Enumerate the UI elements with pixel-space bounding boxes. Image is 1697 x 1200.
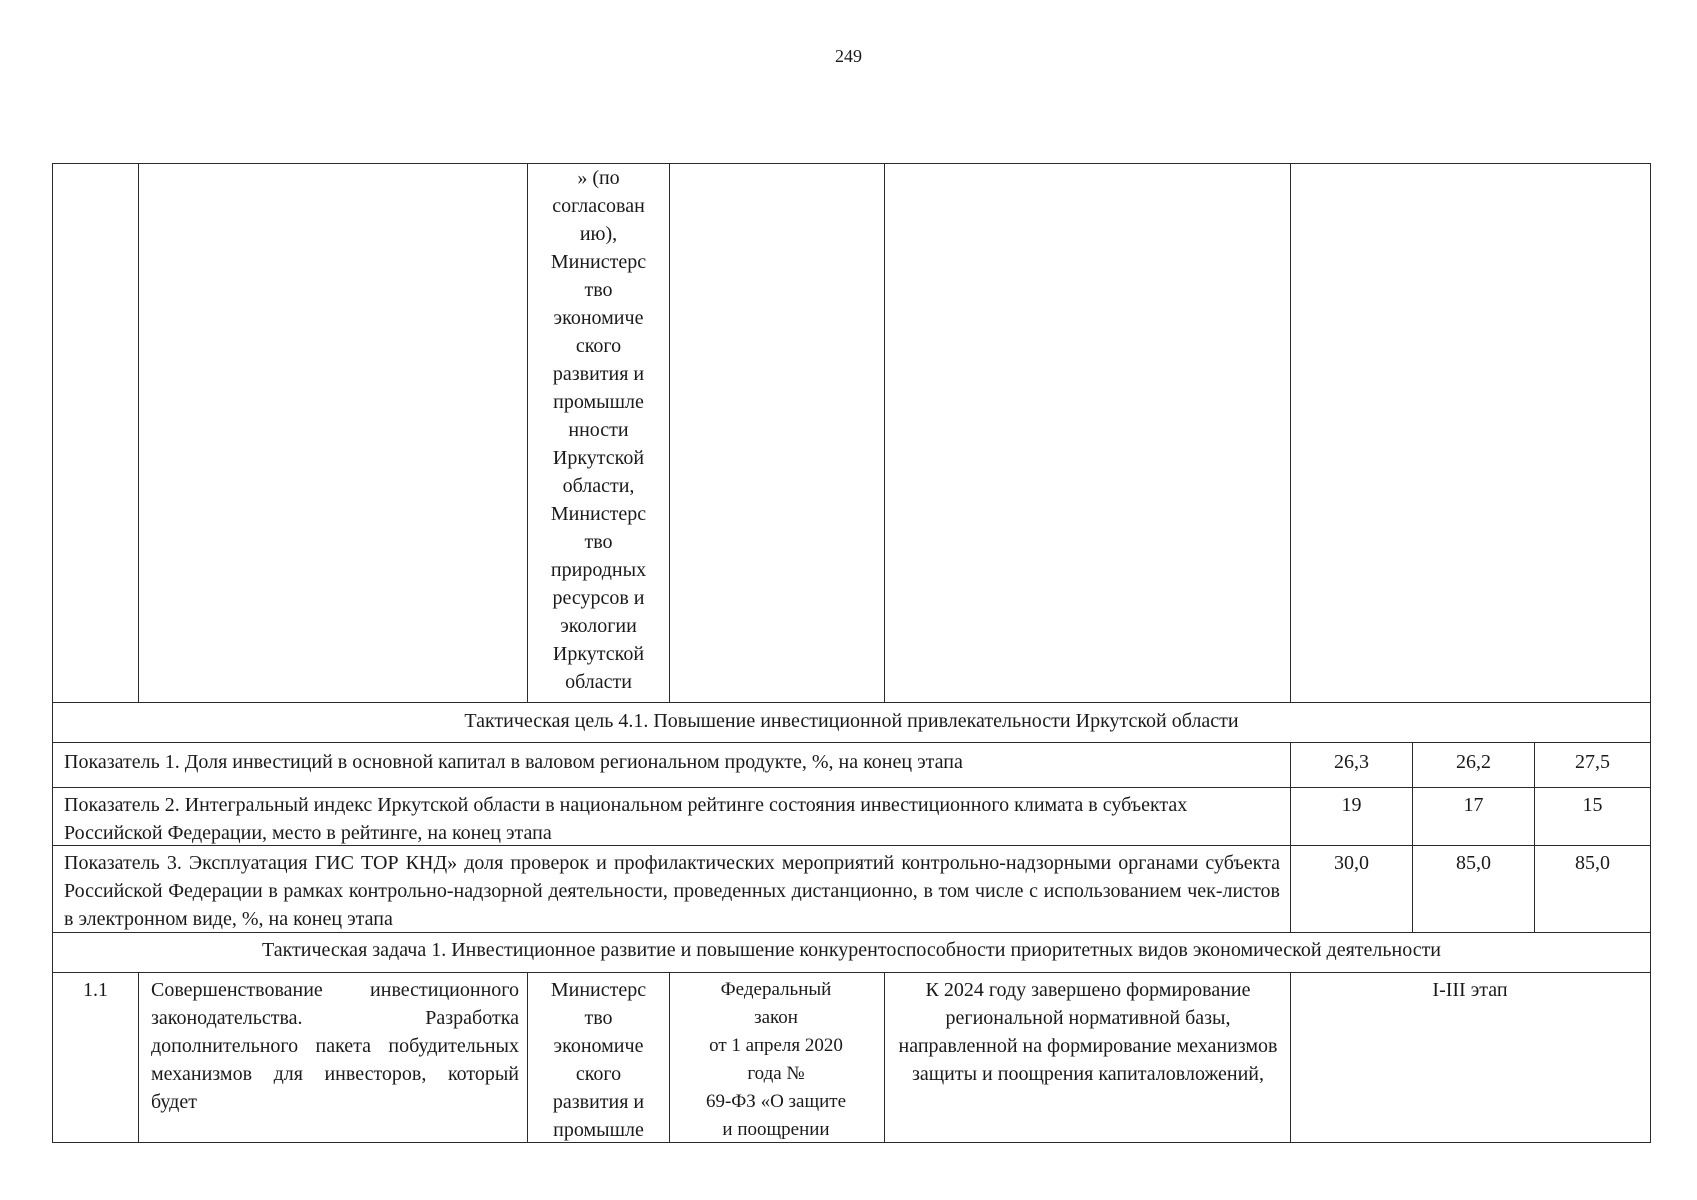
col-divider — [1290, 163, 1291, 702]
row-divider — [52, 702, 1651, 703]
continuation-executors-cell: » (по согласован ию), Министерс тво экономиче ского развития и промышле нности Иркутской области, Министерс тво природных ресурсов и экологии Иркутской области — [550, 167, 647, 693]
indicator-2-value-stage-3: 15 — [1582, 794, 1603, 816]
indicator-1-value-stage-3: 27,5 — [1575, 751, 1610, 773]
indicator-2-text: Показатель 2. Интегральный индекс Иркутской области в национальном рейтинге состояния инвестиционного климата в субъектах Российской Федерации, место в рейтинге, на конец этапа — [64, 794, 1188, 844]
row-1-1-stage: I-III этап — [1432, 979, 1508, 1001]
row-1-1-result: К 2024 году завершено формирование региональной нормативной базы, направленной на формирование механизмов защиты и поощрения капиталовложений, — [898, 979, 1278, 1085]
col-divider — [669, 163, 670, 702]
table-border-top — [52, 163, 1651, 164]
row-1-1-measure: Совершенствование инвестиционного законодательства. Разработка дополнительного пакета побудительных механизмов для инвесторов, который будет — [151, 979, 519, 1113]
col-divider — [669, 972, 670, 1142]
indicator-3-value-stage-3: 85,0 — [1575, 852, 1610, 874]
indicator-1-text: Показатель 1. Доля инвестиций в основной капитал в валовом региональном продукте, %, на конец этапа — [64, 751, 963, 773]
indicator-2-value-stage-2: 17 — [1463, 794, 1484, 816]
row-1-1-legal-basis: Федеральный закон от 1 апреля 2020 года № 69-ФЗ «О защите и поощрении — [705, 979, 847, 1140]
col-divider — [138, 163, 139, 702]
indicator-1-value-stage-2: 26,2 — [1456, 751, 1491, 773]
page-number: 249 — [835, 46, 862, 66]
indicator-3-value-stage-1: 30,0 — [1334, 852, 1369, 874]
row-divider — [52, 972, 1651, 973]
document-table — [52, 163, 1651, 1143]
indicator-1-value-stage-1: 26,3 — [1334, 751, 1369, 773]
indicator-3-text: Показатель 3. Эксплуатация ГИС ТОР КНД» доля проверок и профилактических мероприятий контрольно-надзорными органами субъекта Российской Федерации в рамках контрольно-надзорной деятельности, проведенных дистанционно, в том числе с использованием чек-листов в электронном виде, %, на конец этапа — [64, 852, 1280, 930]
row-1-1-number: 1.1 — [83, 979, 108, 1001]
table-border-right — [1650, 163, 1651, 1143]
col-divider — [884, 972, 885, 1142]
tactical-goal-heading: Тактическая цель 4.1. Повышение инвестиционной привлекательности Иркутской области — [464, 710, 1239, 732]
row-1-1-executor: Министерс тво экономиче ского развития и промышле — [550, 979, 647, 1141]
indicator-3-value-stage-2: 85,0 — [1456, 852, 1491, 874]
indicator-2-value-stage-1: 19 — [1341, 794, 1362, 816]
col-divider — [138, 972, 139, 1142]
tactical-task-heading: Тактическая задача 1. Инвестиционное развитие и повышение конкурентоспособности приоритетных видов экономической деятельности — [261, 939, 1442, 961]
col-divider — [884, 163, 885, 702]
